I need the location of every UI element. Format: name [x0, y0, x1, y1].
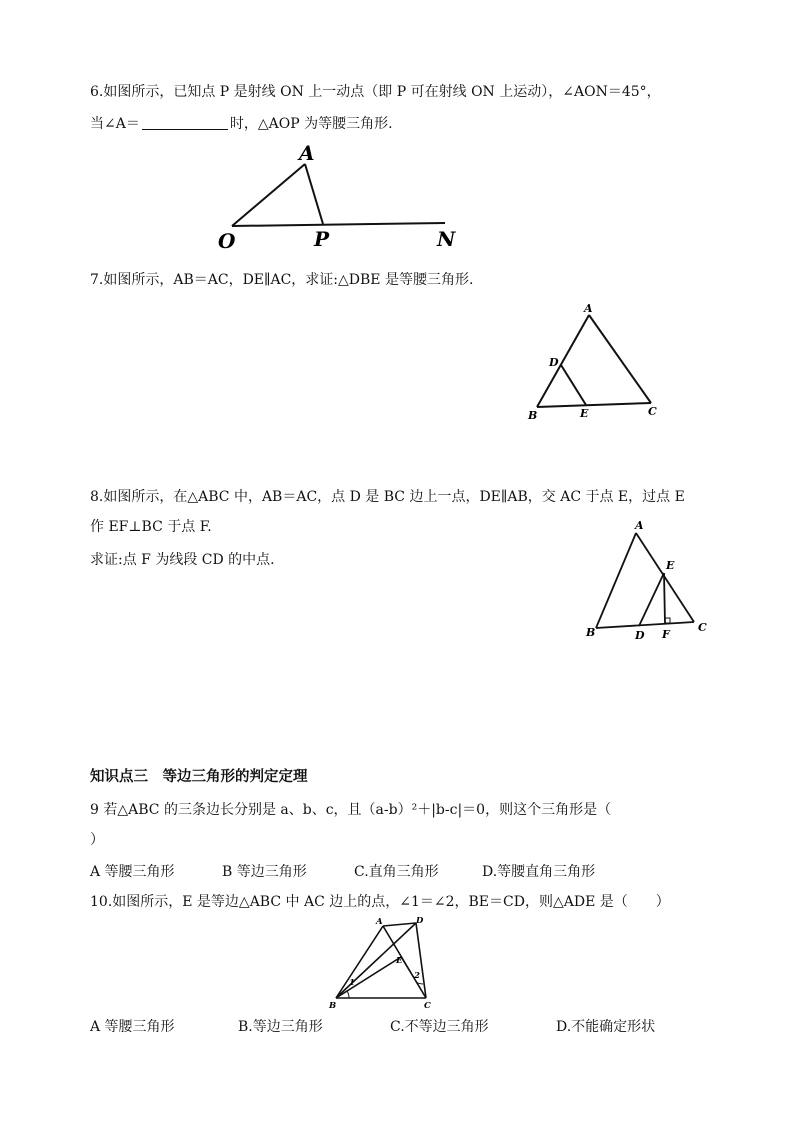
- label-c: C: [698, 621, 707, 634]
- q10-option-b: B.等边三角形: [238, 1019, 323, 1035]
- q10-option-a: A 等腰三角形: [90, 1019, 175, 1035]
- label-o: O: [218, 229, 236, 253]
- q10-text: 10.如图所示，E 是等边△ABC 中 AC 边上的点，∠1＝∠2，BE＝CD，则△ADE 是（ ）: [90, 894, 670, 910]
- answer-blank: [142, 115, 228, 130]
- q6-text-line2: [90, 114, 393, 134]
- q6-text-suffix: 时，△AOP 为等腰三角形.: [229, 116, 393, 132]
- label-a: A: [584, 302, 593, 315]
- angle-1-arc: [347, 991, 349, 998]
- side-ab: [336, 926, 383, 998]
- label-d: D: [416, 916, 424, 926]
- label-b: B: [329, 1001, 337, 1011]
- segment-oa: [232, 164, 305, 226]
- q7-text: 7.如图所示，AB＝AC，DE∥AC，求证:△DBE 是等腰三角形.: [90, 272, 474, 288]
- label-e: E: [666, 559, 675, 572]
- q6-figure: [215, 140, 465, 255]
- side-bc: [537, 403, 651, 407]
- q9-option-a: A 等腰三角形: [90, 864, 175, 880]
- side-bc: [596, 622, 694, 628]
- label-p: P: [314, 227, 330, 251]
- q10-figure: [320, 912, 450, 1012]
- label-e: E: [396, 956, 403, 966]
- label-c: C: [648, 405, 657, 418]
- q7-figure: [520, 295, 670, 425]
- label-a: A: [635, 519, 644, 532]
- label-e: E: [580, 407, 589, 420]
- label-b: B: [586, 626, 596, 639]
- segment-dc: [416, 923, 426, 998]
- q6-text-line1: 6.如图所示，已知点 P 是射线 ON 上一动点（即 P 可在射线 ON 上运动），∠AON＝45°，: [90, 84, 661, 100]
- label-angle-1: 1: [349, 978, 355, 988]
- segment-ad: [383, 923, 416, 926]
- side-ab: [537, 315, 589, 407]
- q8-text-line1: 8.如图所示，在△ABC 中，AB＝AC，点 D 是 BC 边上一点，DE∥AB，交 AC 于点 E，过点 E: [90, 489, 685, 505]
- q8-figure: [580, 518, 720, 648]
- label-angle-2: 2: [414, 971, 420, 981]
- label-c: C: [424, 1001, 431, 1011]
- side-ab: [596, 533, 636, 628]
- segment-de: [639, 573, 664, 626]
- label-d: D: [549, 356, 559, 369]
- label-f: F: [662, 628, 670, 641]
- label-a: A: [299, 141, 315, 165]
- q9-text-line2: ）: [90, 832, 104, 848]
- label-b: B: [528, 409, 538, 422]
- segment-be: [336, 957, 401, 998]
- section-heading: 知识点三 等边三角形的判定定理: [90, 768, 308, 785]
- label-n: N: [437, 227, 456, 251]
- label-d: D: [635, 629, 645, 642]
- q10-option-d: D.不能确定形状: [556, 1019, 656, 1035]
- q10-option-c: C.不等边三角形: [390, 1019, 489, 1035]
- q9-text-line1: 9 若△ABC 的三条边长分别是 a、b、c，且（a-b）²＋|b-c|＝0，则这个三角形是（: [90, 802, 612, 818]
- q9-option-c: C.直角三角形: [354, 864, 439, 880]
- segment-ap: [305, 164, 323, 224]
- segment-ef: [664, 573, 665, 624]
- q6-text-prefix: 当∠A＝: [90, 116, 140, 132]
- segment-de: [561, 365, 586, 405]
- q8-text-line3: 求证:点 F 为线段 CD 的中点.: [90, 552, 275, 568]
- label-a: A: [376, 917, 383, 927]
- q8-text-line2: 作 EF⊥BC 于点 F.: [90, 519, 212, 535]
- q9-option-d: D.等腰直角三角形: [482, 864, 596, 880]
- q9-option-b: B 等边三角形: [222, 864, 307, 880]
- ray-on: [232, 223, 445, 226]
- side-ac: [589, 315, 651, 403]
